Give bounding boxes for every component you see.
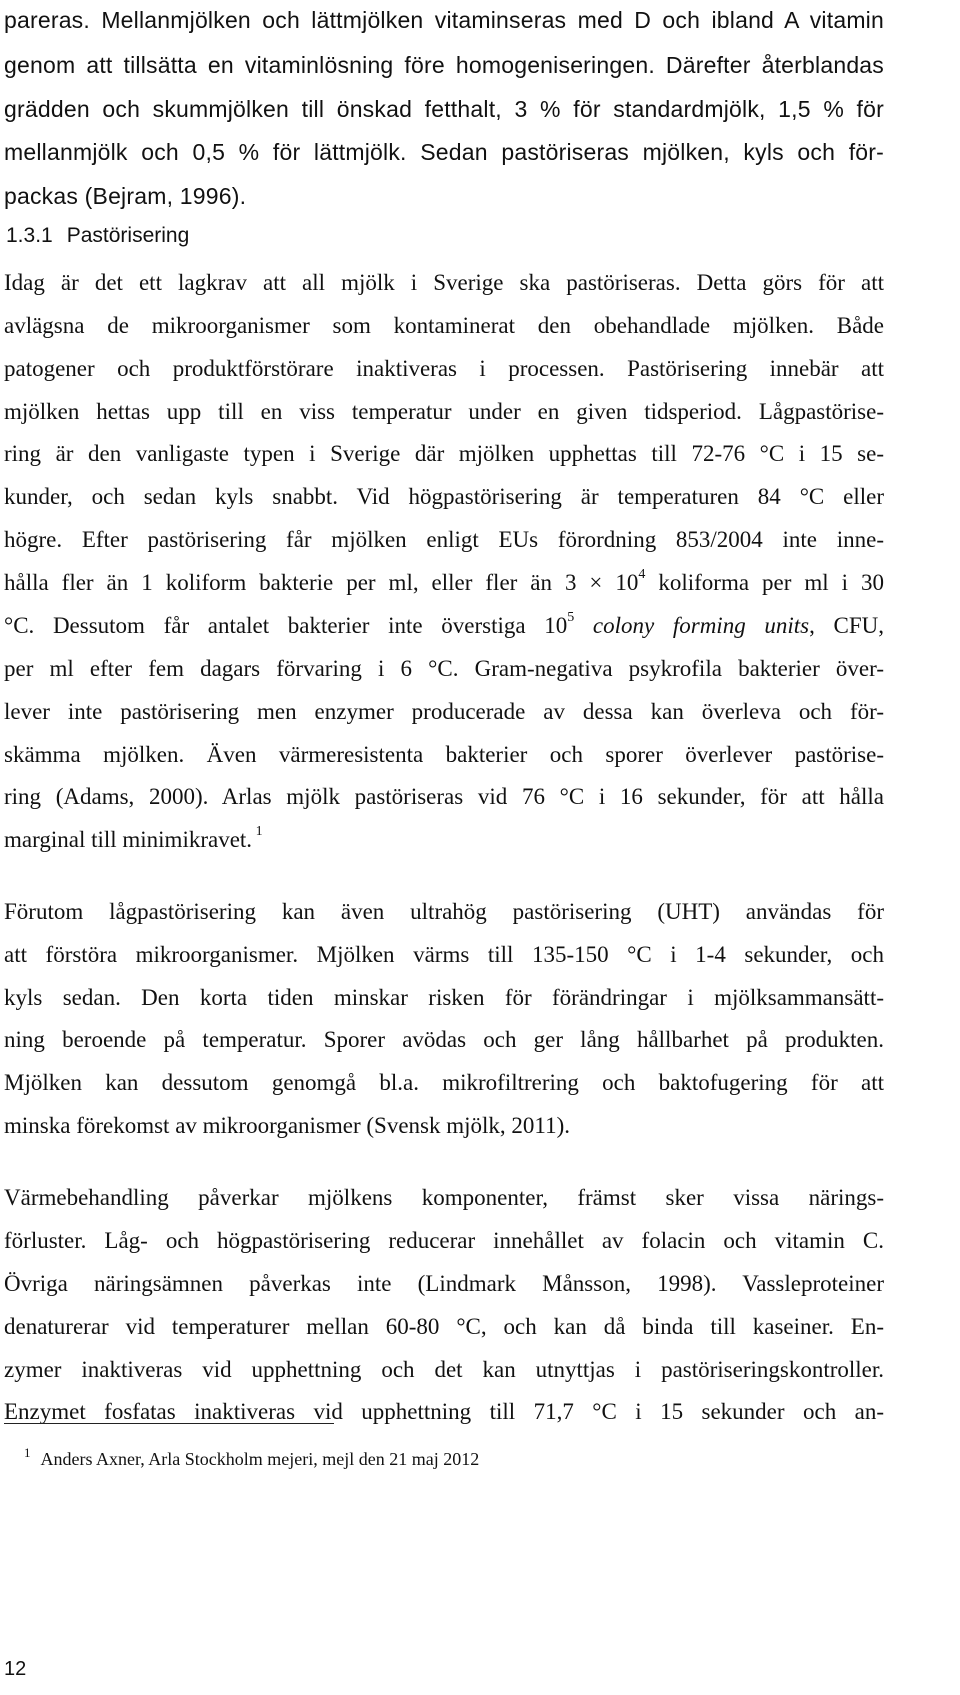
footnote-text: Anders Axner, Arla Stockholm mejeri, mejl den 21 maj 2012 xyxy=(40,1449,480,1469)
section-number: 1.3.1 xyxy=(6,224,53,247)
paragraph-line: Idag är det ett lagkrav att all mjölk i Sverige ska pastöriseras. Detta görs för att xyxy=(4,270,884,295)
section-title: Pastörisering xyxy=(66,224,190,247)
text-segment: , CFU, xyxy=(809,613,884,638)
paragraph-line: Enzymet fosfatas inaktiveras vid upphettning till 71,7 °C i 15 sekunder och an- xyxy=(4,1399,884,1424)
intro-line: grädden och skummjölken till önskad fetthalt, 3 % för standardmjölk, 1,5 % för xyxy=(4,96,884,122)
intro-line: genom att tillsätta en vitaminlösning före homogeniseringen. Därefter återblandas xyxy=(4,52,884,78)
footnote-reference[interactable]: 1 xyxy=(252,824,263,840)
text-segment: koliforma per ml i 30 xyxy=(645,570,884,595)
paragraph-line: lever inte pastörisering men enzymer producerade av dessa kan överleva och för- xyxy=(4,699,884,724)
superscript: 5 xyxy=(567,610,575,626)
paragraph-line: denaturerar vid temperaturer mellan 60-80 °C, och kan då binda till kaseiner. En- xyxy=(4,1314,884,1339)
intro-line: pareras. Mellanmjölken och lättmjölken vitaminseras med D och ibland A vitamin xyxy=(4,7,884,33)
footnote-mark: 1 xyxy=(24,1445,31,1460)
paragraph-line: ring (Adams, 2000). Arlas mjölk pastöriseras vid 76 °C i 16 sekunder, för att hålla xyxy=(4,784,884,809)
paragraph-line: avlägsna de mikroorganismer som kontaminerat den obehandlade mjölken. Både xyxy=(4,313,884,338)
paragraph-line: högre. Efter pastörisering får mjölken enligt EUs förordning 853/2004 inte inne- xyxy=(4,527,884,552)
page-number: 12 xyxy=(4,1658,27,1680)
paragraph-line: kyls sedan. Den korta tiden minskar risken för förändringar i mjölksammansätt- xyxy=(4,985,884,1010)
text-segment: marginal till minimikravet. xyxy=(4,827,253,852)
intro-line: packas (Bejram, 1996). xyxy=(4,183,247,209)
text-segment: °C. Dessutom får antalet bakterier inte överstiga 10 xyxy=(4,613,568,638)
paragraph-line xyxy=(4,568,884,598)
paragraph-line: zymer inaktiveras vid upphettning och det kan utnyttjas i pastöriseringskontroller. xyxy=(4,1357,884,1382)
footnote xyxy=(4,1446,479,1474)
paragraph-line xyxy=(4,825,884,855)
paragraph-line: patogener och produktförstörare inaktiveras i processen. Pastörisering innebär att xyxy=(4,356,884,381)
paragraph-line: per ml efter fem dagars förvaring i 6 °C. Gram-negativa psykrofila bakterier över- xyxy=(4,656,884,681)
section-heading xyxy=(6,222,189,250)
footnote-divider xyxy=(4,1423,334,1424)
paragraph-line: Övriga näringsämnen påverkas inte (Lindmark Månsson, 1998). Vassleproteiner xyxy=(4,1271,884,1296)
paragraph-line: att förstöra mikroorganismer. Mjölken värms till 135-150 °C i 1-4 sekunder, och xyxy=(4,942,884,967)
paragraph-line: förluster. Låg- och högpastörisering reducerar innehållet av folacin och vitamin C. xyxy=(4,1228,884,1253)
paragraph-line: mjölken hettas upp till en viss temperatur under en given tidsperiod. Lågpastörise- xyxy=(4,399,884,424)
paragraph-line: kunder, och sedan kyls snabbt. Vid högpastörisering är temperaturen 84 °C eller xyxy=(4,484,884,509)
paragraph-line: Förutom lågpastörisering kan även ultrahög pastörisering (UHT) användas för xyxy=(4,899,884,924)
superscript: 4 xyxy=(638,567,646,583)
text-segment: hålla fler än 1 koliform bakterie per ml, eller fler än 3 × 10 xyxy=(4,570,639,595)
paragraph-line: minska förekomst av mikroorganismer (Svensk mjölk, 2011). xyxy=(4,1113,570,1138)
paragraph-line xyxy=(4,611,884,641)
paragraph-line: skämma mjölken. Även värmeresistenta bakterier och sporer överlever pastörise- xyxy=(4,742,884,767)
paragraph-line: Mjölken kan dessutom genomgå bl.a. mikrofiltrering och baktofugering för att xyxy=(4,1070,884,1095)
paragraph-line: ning beroende på temperatur. Sporer avödas och ger lång hållbarhet på produkten. xyxy=(4,1027,884,1052)
intro-line: mellanmjölk och 0,5 % för lättmjölk. Sedan pastöriseras mjölken, kyls och för- xyxy=(4,139,884,165)
paragraph-line: ring är den vanligaste typen i Sverige där mjölken upphettas till 72-76 °C i 15 se- xyxy=(4,441,884,466)
paragraph-line: Värmebehandling påverkar mjölkens komponenter, främst sker vissa närings- xyxy=(4,1185,884,1210)
italic-term: colony forming units xyxy=(574,613,810,638)
